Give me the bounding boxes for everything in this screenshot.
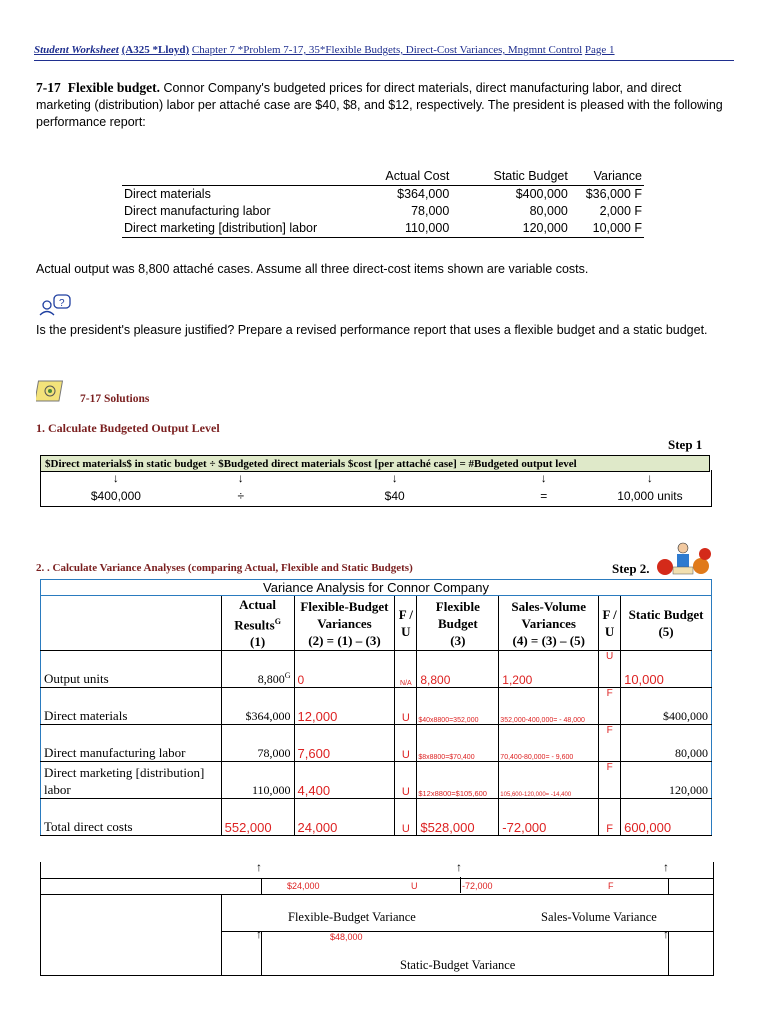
table-header-row: [41, 596, 712, 651]
summary-divider: [460, 877, 461, 893]
fbv-total: $24,000: [287, 881, 320, 891]
table-title: Variance Analysis for Connor Company: [41, 580, 712, 596]
report-row: Direct marketing [distribution] labor 110,000 120,000 10,000 F: [122, 220, 644, 238]
arrow-down-icon: ↓: [540, 471, 547, 485]
performance-report: [122, 168, 644, 238]
worksheet-label: Student Worksheet: [34, 44, 119, 56]
svv-label: Sales-Volume Variance: [541, 910, 657, 924]
problem-number: 7-17: [36, 80, 61, 95]
col-static-budget: Static Budget (5): [621, 596, 712, 651]
table-row: Direct marketing [distribution] labor 110,000 4,400 U $12x8800=$105,600 105,600-120,000= -14,400 F 120,000: [41, 762, 712, 799]
col-flexible-budget: Flexible Budget (3): [417, 596, 499, 651]
col-static-budget: Static Budget: [451, 168, 570, 186]
arrow-down-icon: ↓: [391, 471, 398, 485]
arrow-up-icon: ↑: [456, 860, 462, 874]
question-text: Is the president's pleasure justified? Prepare a revised performance report that uses a flexible budget and a static budget.: [36, 323, 708, 337]
table-row: Direct materials $364,000 12,000 U $40x8800=352,000 352,000-400,000= - 48,000 F $400,000: [41, 688, 712, 725]
output-note: Actual output was 8,800 attaché cases. Assume all three direct-cost items shown are variable costs.: [36, 262, 589, 276]
chapter-label: Chapter 7 *Problem 7-17, 35*Flexible Budgets, Direct-Cost Variances, Mngmnt Control: [191, 44, 583, 56]
worksheet-header: [34, 44, 615, 56]
part1-title: 1. Calculate Budgeted Output Level: [36, 421, 220, 435]
formula-values: ↓ ↓ ↓ ↓ ↓ $400,000 ÷ $40 = 10,000 units: [40, 470, 712, 507]
step2-label: Step 2.: [612, 561, 650, 576]
sbv-label: Static-Budget Variance: [400, 958, 516, 972]
arrow-up-icon: ↑: [663, 927, 669, 941]
col-variance: Variance: [570, 168, 644, 186]
variance-analysis-table: [40, 579, 712, 836]
problem-text: Connor Company's budgeted prices for direct materials, direct manufacturing labor, and direct marketing (distribution) labor per attaché case are $40, $8, and $12, respectively. The president is pleased with the following performance report:: [36, 81, 723, 129]
fbv-fu: U: [411, 881, 418, 891]
part2-title: 2. . Calculate Variance Analyses (comparing Actual, Flexible and Static Budgets): [36, 562, 413, 574]
problem-intro: [36, 79, 736, 131]
course-label: (A325 *Lloyd): [121, 44, 190, 56]
svv-fu: F: [608, 881, 614, 891]
col-fu-1: F / U: [395, 596, 417, 651]
report-row: Direct materials $364,000 $400,000 $36,000 F: [124, 187, 642, 201]
target-map-icon: [36, 378, 66, 404]
col-actual-cost: Actual Cost: [343, 168, 452, 186]
header-divider: [34, 60, 734, 61]
table-row: Direct manufacturing labor 78,000 7,600 U $8x8800=$70,400 70,400-80,000= - 9,600 F 80,000: [41, 725, 712, 762]
page-label: Page 1: [584, 44, 615, 56]
col-fu-2: F / U: [599, 596, 621, 651]
table-row-total: Total direct costs 552,000 24,000 U $528,000 -72,000 F 600,000: [41, 799, 712, 836]
svg-text:?: ?: [59, 298, 65, 309]
question-person-icon: [38, 293, 74, 317]
fbv-label: Flexible-Budget Variance: [288, 910, 416, 924]
step1-label: Step 1: [668, 437, 703, 452]
col-flexible-budget-variances: Flexible-Budget Variances (2) = (1) – (3): [294, 596, 395, 651]
sbv-total: $48,000: [330, 932, 363, 942]
col-actual-results: Actual Results$^G$ (1): [221, 596, 294, 651]
problem-title: Flexible budget.: [67, 80, 160, 95]
arrow-down-icon: ↓: [237, 471, 244, 485]
arrow-up-icon: ↑: [256, 927, 262, 941]
arrow-up-icon: ↑: [256, 860, 262, 874]
arrow-up-icon: ↑: [663, 860, 669, 874]
arrow-down-icon: ↓: [41, 470, 191, 486]
report-header-row: [122, 168, 644, 186]
solutions-title: 7-17 Solutions: [80, 393, 150, 405]
table-row: Output units $8,800^G$ 0 N/A 8,800 1,200 U 10,000: [41, 651, 712, 688]
col-sales-volume-variances: Sales-Volume Variances (4) = (3) – (5): [499, 596, 599, 651]
arrow-down-icon: ↓: [589, 470, 712, 486]
apples-person-icon: [655, 540, 713, 576]
formula-text: $Direct materials$ in static budget ÷ $Budgeted direct materials $cost [per attaché case] = #Budgeted output level: [41, 456, 710, 472]
svv-total: -72,000: [462, 881, 493, 891]
report-row: Direct manufacturing labor 78,000 80,000 2,000 F: [124, 204, 642, 218]
